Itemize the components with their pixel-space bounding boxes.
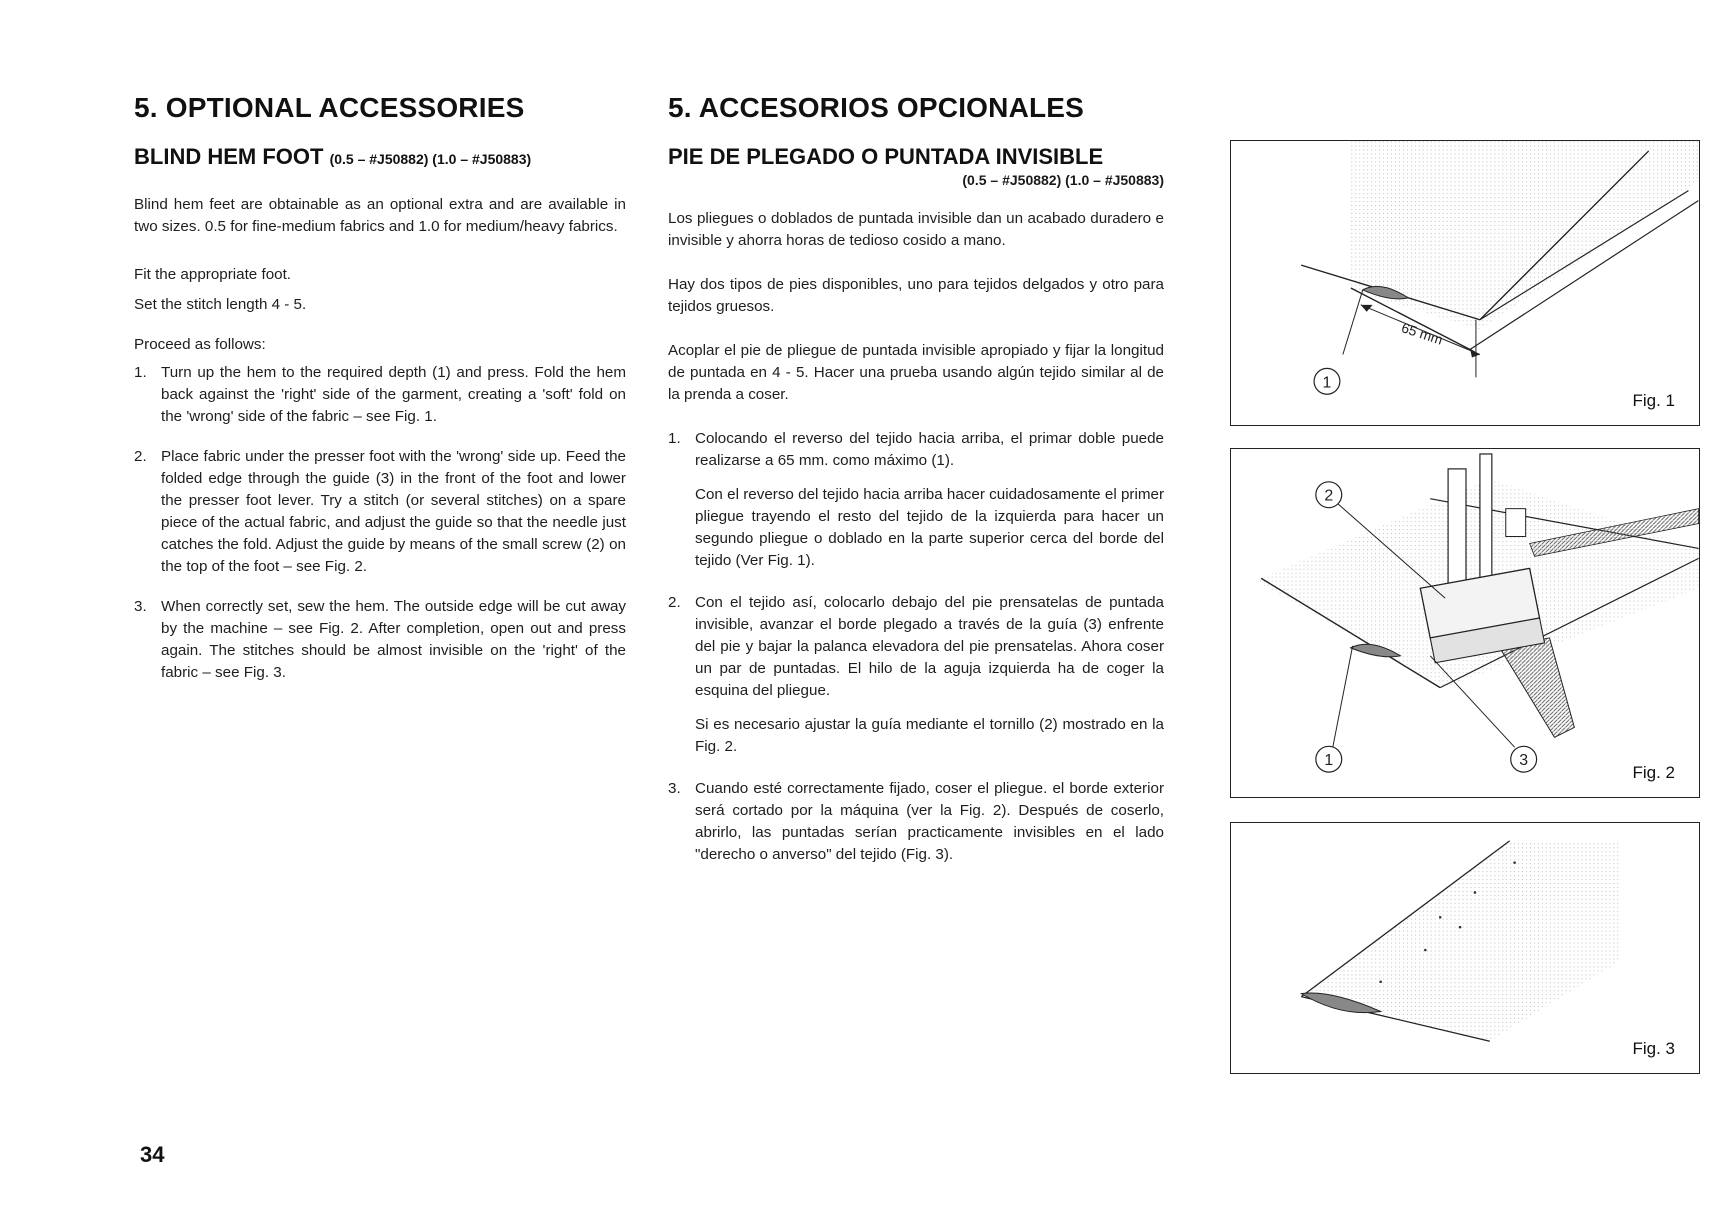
spanish-column xyxy=(668,92,1164,886)
subtitle-es: PIE DE PLEGADO O PUNTADA INVISIBLE xyxy=(668,144,1104,169)
part-codes-es: (0.5 – #J50882) (1.0 – #J50883) xyxy=(962,172,1164,188)
fig2-callout-2: 2 xyxy=(1324,487,1334,505)
figure-1-illustration xyxy=(1231,141,1699,425)
subtitle-en xyxy=(134,144,626,170)
steps-es xyxy=(668,428,1164,866)
step-text: Cuando esté correctamente fijado, coser el pliegue. el borde exterior será cortado por la máquina (ver la Fig. 2). Después de coserlo, abrirlo, las puntadas serían practicamente invisibles en el lado "derecho o anverso" del tejido (Fig. 3). xyxy=(695,780,1164,863)
step-es-2 xyxy=(668,592,1164,758)
subtitle-en-text: BLIND HEM FOOT xyxy=(134,144,324,169)
step-subtext: Con el reverso del tejido hacia arriba hacer cuidadosamente el primer pliegue trayendo el resto del tejido de la izquierda para hacer un segundo pliegue o doblado en la parte superior cerca del borde del tejido (Ver Fig. 1). xyxy=(695,486,1164,569)
step-number: 2. xyxy=(668,594,681,611)
part-codes-en: (0.5 – #J50882) (1.0 – #J50883) xyxy=(329,151,532,167)
stitch-length-en: Set the stitch length 4 - 5. xyxy=(134,296,307,313)
step-en-3 xyxy=(134,596,626,684)
figure-2-label: Fig. 2 xyxy=(1632,763,1675,782)
proceed-en: Proceed as follows: xyxy=(134,336,266,353)
step-number: 3. xyxy=(668,780,681,797)
english-column xyxy=(134,92,626,702)
section-title-en: 5. OPTIONAL ACCESSORIES xyxy=(134,92,525,123)
intro-en: Blind hem feet are obtainable as an optional extra and are available in two sizes. 0.5 for fine-medium fabrics and 1.0 for medium/heavy fabrics. xyxy=(134,196,626,235)
fig2-callout-1: 1 xyxy=(1324,752,1334,770)
step-en-2 xyxy=(134,446,626,578)
fig1-callout-1: 1 xyxy=(1322,374,1332,392)
figure-1 xyxy=(1230,140,1700,426)
step-text: Colocando el reverso del tejido hacia arriba, el primar doble puede realizarse a 65 mm. como máximo (1). xyxy=(695,430,1164,469)
fig1-measurement: 65 mm xyxy=(1399,319,1445,348)
fig2-callout-3: 3 xyxy=(1519,752,1529,770)
figure-2-illustration xyxy=(1231,449,1699,797)
page-number: 34 xyxy=(140,1142,165,1167)
step-es-3 xyxy=(668,778,1164,866)
step-number: 2. xyxy=(134,448,147,465)
step-subtext: Si es necesario ajustar la guía mediante el tornillo (2) mostrado en la Fig. 2. xyxy=(695,716,1164,755)
step-en-1 xyxy=(134,362,626,428)
step-text: Place fabric under the presser foot with the 'wrong' side up. Feed the folded edge through the guide (3) in the front of the foot and lower the presser foot lever. Try a stitch (or several stitches) on a spare piece of the actual fabric, and adjust the guide so that the needle just catches the fold. Adjust the guide by means of the small screw (2) on the top of the foot – see Fig. 2. xyxy=(161,448,626,575)
figure-1-label: Fig. 1 xyxy=(1632,391,1675,410)
fit-foot-en: Fit the appropriate foot. xyxy=(134,266,292,283)
steps-en xyxy=(134,362,626,684)
intro-es-2: Hay dos tipos de pies disponibles, uno para tejidos delgados y otro para tejidos gruesos. xyxy=(668,276,1164,315)
step-text: When correctly set, sew the hem. The outside edge will be cut away by the machine – see Fig. 2. After completion, open out and press again. The stitches should be almost invisible on the 'right' of the fabric – see Fig. 3. xyxy=(161,598,626,681)
section-title-es: 5. ACCESORIOS OPCIONALES xyxy=(668,92,1085,123)
figure-3-illustration xyxy=(1231,823,1699,1073)
step-text: Con el tejido así, colocarlo debajo del pie prensatelas de puntada invisible, avanzar el borde plegado a través de la guía (3) enfrente del pie y bajar la palanca elevadora del pie prensatelas. Ahora coser un par de puntadas. El hilo de la aguja izquierda ha de coger la esquina del pliegue. xyxy=(695,594,1164,699)
intro-es-1: Los pliegues o doblados de puntada invisible dan un acabado duradero e invisible y ahorra horas de tedioso cosido a mano. xyxy=(668,210,1164,249)
step-number: 3. xyxy=(134,598,147,615)
step-text: Turn up the hem to the required depth (1) and press. Fold the hem back against the 'right' side of the garment, creating a 'soft' fold on the 'wrong' side of the fabric – see Fig. 1. xyxy=(161,364,626,425)
step-number: 1. xyxy=(668,430,681,447)
figure-3 xyxy=(1230,822,1700,1074)
figure-3-label: Fig. 3 xyxy=(1632,1039,1675,1058)
step-es-1 xyxy=(668,428,1164,572)
step-number: 1. xyxy=(134,364,147,381)
figure-2 xyxy=(1230,448,1700,798)
intro-es-3: Acoplar el pie de pliegue de puntada invisible apropiado y fijar la longitud de puntada en 4 - 5. Hacer una prueba usando algún tejido similar al de la prenda a coser. xyxy=(668,342,1164,403)
